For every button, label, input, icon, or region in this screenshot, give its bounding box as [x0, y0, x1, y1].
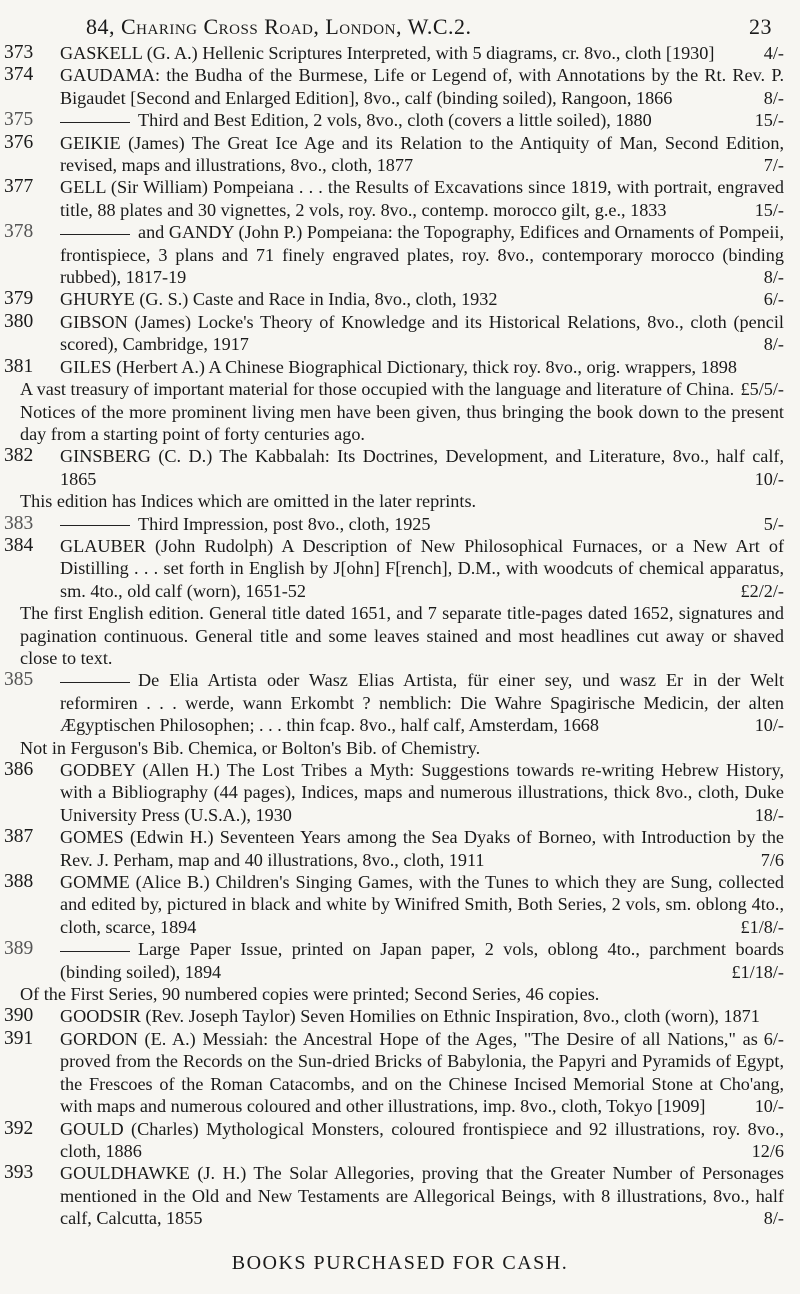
entry-price: 10/- [754, 715, 784, 736]
entry-body [60, 669, 784, 736]
ditto-dash [60, 682, 130, 683]
entry-description: GELL (Sir William) Pompeiana . . . the Results of Excavations since 1819, with portrait, engraved title, 88 plates and 30 vignettes, 2 vols, roy. 8vo., contemp. morocco gilt, g.e., 1833 [60, 177, 784, 220]
entry-body [60, 109, 784, 131]
entry-price: 8/- [763, 267, 784, 288]
entry-body [60, 535, 784, 602]
entry-number: 382 [4, 445, 34, 467]
entry-body [60, 132, 784, 177]
entry-price: 8/- [763, 87, 784, 108]
page-footer: BOOKS PURCHASED FOR CASH. [231, 1252, 569, 1274]
entry-body [60, 445, 784, 490]
entry-note: This edition has Indices which are omitted in the later reprints. [20, 491, 477, 512]
entry-description: GOMME (Alice B.) Children's Singing Games, with the Tunes to which they are Sung, collected and edited by, pictured in black and white by Winifred Smith, Both Series, 2 vols, sm. oblong 4to., cloth, scarce, 1894 [60, 872, 784, 937]
catalogue-entry [0, 669, 800, 759]
ditto-dash [60, 951, 130, 952]
catalogue-entries [0, 42, 800, 1230]
catalogue-entry [0, 759, 800, 826]
ditto-dash [60, 122, 130, 123]
entry-body [60, 938, 784, 983]
entry-note: Notices of the more prominent living men have been given, thus bringing the book down to the present day from a starting point of forty centuries ago. [20, 401, 784, 444]
entry-body [60, 176, 784, 221]
entry-number: 378 [4, 221, 34, 243]
entry-number: 393 [4, 1162, 34, 1184]
entry-note: Of the First Series, 90 numbered copies were printed; Second Series, 46 copies. [20, 984, 600, 1005]
entry-body [60, 871, 784, 938]
entry-description: GEIKIE (James) The Great Ice Age and its Relation to the Antiquity of Man, Second Edition, revised, maps and illustrations, 8vo., cloth, 1877 [60, 132, 784, 176]
entry-description: GHURYE (G. S.) Caste and Race in India, 8vo., cloth, 1932 [60, 289, 498, 310]
entry-description: De Elia Artista oder Wasz Elias Artista, für einer sey, und wasz Er in der Welt reformiren . . . werde, wann Erkombt ? nemblich: Die Wahre Spagirische Medicin, der alten Ægyptischen Philosophen; . . . thin fcap. 8vo., half calf, Amsterdam, 1668 [60, 670, 784, 736]
entry-number: 377 [4, 176, 34, 198]
entry-body [60, 1162, 784, 1229]
entry-price: 18/- [754, 804, 784, 825]
entry-note: A vast treasury of important material for those occupied with the language and literature of China. [20, 379, 735, 400]
entry-number: 385 [4, 669, 34, 691]
entry-description: Third and Best Edition, 2 vols, 8vo., cloth (covers a little soiled), 1880 [138, 110, 652, 131]
entry-note: The first English edition. General title dated 1651, and 7 separate title-pages dated 1652, signatures and pagination continuous. General title and some leaves stained and most headlines cut away or shaved close to text. [20, 603, 784, 668]
catalogue-entry [0, 176, 800, 221]
entry-description: GOODSIR (Rev. Joseph Taylor) Seven Homilies on Ethnic Inspiration, 8vo., cloth (worn), 1871 [60, 1006, 760, 1027]
entry-price: 15/- [754, 110, 784, 131]
entry-number: 386 [4, 759, 34, 780]
catalogue-entry [0, 221, 800, 288]
entry-price: 7/- [763, 155, 784, 176]
entry-body [60, 513, 784, 535]
catalogue-entry [0, 1028, 800, 1118]
entry-number: 380 [4, 310, 34, 332]
entry-description: GASKELL (G. A.) Hellenic Scriptures Interpreted, with 5 diagrams, cr. 8vo., cloth [1930] [60, 43, 715, 63]
entry-description: GOULD (Charles) Mythological Monsters, coloured frontispiece and 92 illustrations, roy. 8vo., cloth, 1886 [60, 1118, 784, 1161]
catalogue-entry [0, 535, 800, 669]
entry-description: GOMES (Edwin H.) Seventeen Years among the Sea Dyaks of Borneo, with Introduction by the Rev. J. Perham, map and 40 illustrations, 8vo., cloth, 1911 [60, 827, 784, 870]
entry-price: £1/8/- [740, 916, 784, 937]
entry-body [60, 826, 784, 871]
entry-description: Third Impression, post 8vo., cloth, 1925 [138, 513, 431, 534]
entry-body [60, 1118, 784, 1163]
entry-price: £2/2/- [740, 580, 784, 601]
entry-description: GINSBERG (C. D.) The Kabbalah: Its Doctrines, Development, and Literature, 8vo., half calf, 1865 [60, 446, 784, 489]
entry-body [60, 64, 784, 109]
entry-description: GILES (Herbert A.) A Chinese Biographical Dictionary, thick roy. 8vo., orig. wrappers, 1898 [60, 356, 737, 377]
catalogue-entry [0, 1162, 800, 1229]
header-title: 84, Charing Cross Road, London, W.C.2. [86, 14, 472, 39]
entry-number: 375 [4, 109, 34, 131]
entry-description: GODBEY (Allen H.) The Lost Tribes a Myth: Suggestions towards re-writing Hebrew History, with a Bibliography (44 pages), Indices, maps and numerous illustrations, thick 8vo., cloth, Duke University Press (U.S.A.), 1930 [60, 760, 784, 825]
entry-price: 5/- [763, 513, 784, 534]
entry-price: 10/- [754, 468, 784, 489]
entry-number: 381 [4, 355, 34, 377]
entry-price: 8/- [763, 1208, 784, 1229]
entry-price: 10/- [754, 1096, 784, 1117]
entry-number: 376 [4, 131, 34, 153]
catalogue-entry [0, 826, 800, 871]
entry-price: 7/6 [760, 849, 784, 870]
entry-description: and GANDY (John P.) Pompeiana: the Topography, Edifices and Ornaments of Pompeii, frontispiece, 3 plans and 71 finely engraved plates, roy. 8vo., contemporary morocco (binding rubbed), 1817-19 [60, 222, 784, 288]
entry-description: GAUDAMA: the Budha of the Burmese, Life or Legend of, with Annotations by the Rt. Rev. P. Bigaudet [Second and Enlarged Edition], 8vo., calf (binding soiled), Rangoon, 1866 [60, 65, 784, 108]
entry-number: 387 [4, 826, 34, 848]
catalogue-entry [0, 42, 800, 64]
entry-number: 391 [4, 1027, 34, 1049]
entry-number: 392 [4, 1117, 34, 1139]
entry-price: £1/18/- [731, 961, 784, 982]
catalogue-entry [0, 132, 800, 177]
ditto-dash [60, 234, 130, 235]
catalogue-entry [0, 513, 800, 535]
entry-price: 12/6 [751, 1140, 784, 1161]
entry-number: 388 [4, 871, 34, 893]
entry-description: GOULDHAWKE (J. H.) The Solar Allegories, proving that the Greater Number of Personages mentioned in the Old and New Testaments are Allegorical Beings, with 8 illustrations, 8vo., half calf, Calcutta, 1855 [60, 1163, 784, 1229]
catalogue-entry [0, 1118, 800, 1163]
entry-note: Not in Ferguson's Bib. Chemica, or Bolton's Bib. of Chemistry. [20, 737, 481, 758]
catalogue-entry [0, 64, 800, 109]
entry-body [60, 1005, 784, 1049]
entry-description: GLAUBER (John Rudolph) A Description of New Philosophical Furnaces, or a New Art of Distilling . . . set forth in English by J[ohn] F[rench], D.M., with woodcuts of chemical apparatus, sm. 4to., old calf (worn), 1651-52 [60, 535, 784, 601]
catalogue-entry [0, 938, 800, 1005]
entry-number: 374 [4, 64, 34, 86]
entry-body [60, 221, 784, 288]
entry-number: 390 [4, 1005, 34, 1027]
entry-body [60, 759, 784, 826]
catalogue-entry [0, 288, 800, 310]
entry-description: GORDON (E. A.) Messiah: the Ancestral Hope of the Ages, "The Desire of all Nations," as proved from the Records on the Sun-dried Bricks of Babylonia, the Papyri and Pyramids of Egypt, the Frescoes of the Roman Catacombs, and on the Chinese Incised Memorial Stone at Cho'ang, with maps and numerous coloured and other illustrations, imp. 8vo., cloth, Tokyo [1909] [60, 1028, 784, 1117]
ditto-dash [60, 525, 130, 526]
entry-price: 4/- [763, 43, 784, 63]
catalogue-entry [0, 109, 800, 131]
entry-number: 373 [4, 42, 34, 63]
catalogue-entry [0, 311, 800, 356]
entry-price: 15/- [754, 199, 784, 220]
catalogue-entry [0, 871, 800, 938]
page-number: 23 [749, 14, 772, 39]
entry-body [60, 42, 784, 64]
entry-body [60, 311, 784, 356]
entry-body [60, 1028, 784, 1118]
entry-price: 6/- [763, 289, 784, 310]
catalogue-entry [0, 445, 800, 512]
entry-price: £5/5/- [740, 379, 784, 400]
entry-number: 379 [4, 288, 34, 310]
entry-number: 389 [4, 938, 34, 960]
catalogue-entry [0, 356, 800, 446]
entry-description: Large Paper Issue, printed on Japan paper, 2 vols, oblong 4to., parchment boards (binding soiled), 1894 [60, 939, 784, 982]
entry-price: 6/- [763, 1028, 784, 1049]
entry-description: GIBSON (James) Locke's Theory of Knowledge and its Historical Relations, 8vo., cloth (pencil scored), Cambridge, 1917 [60, 311, 784, 355]
entry-number: 384 [4, 534, 34, 556]
entry-number: 383 [4, 512, 34, 534]
entry-body [60, 288, 784, 310]
entry-price: 8/- [763, 334, 784, 355]
